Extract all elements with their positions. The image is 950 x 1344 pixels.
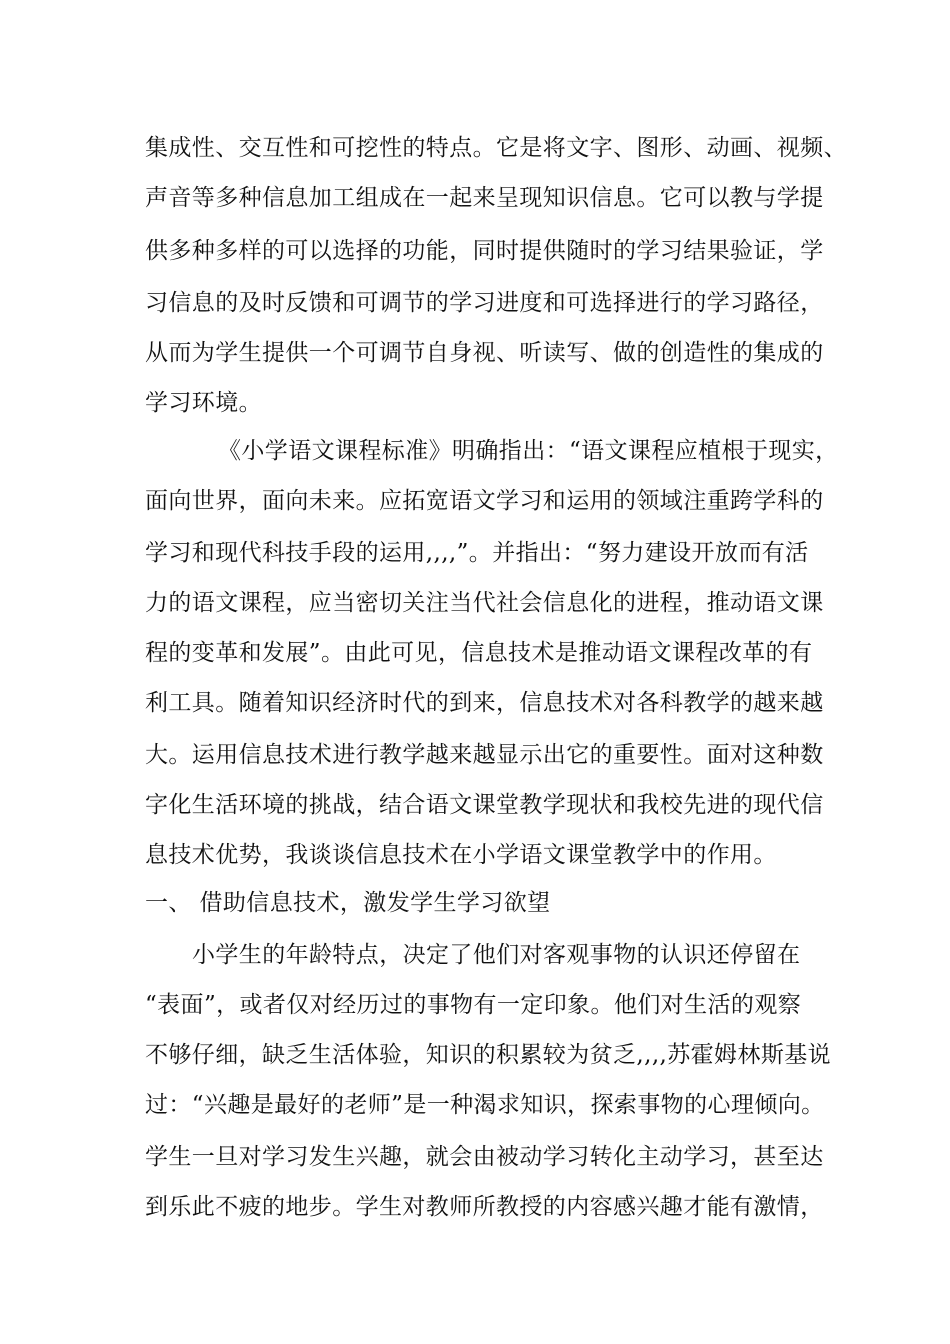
text-line: 声音等多种信息加工组成在一起来呈现知识信息。它可以教与学提 (145, 185, 824, 211)
text-line: 字化生活环境的挑战，结合语文课堂教学现状和我校先进的现代信 (145, 792, 824, 818)
text-line: 程的变革和发展”。由此可见，信息技术是推动语文课程改革的有 (145, 640, 813, 666)
text-line: 不够仔细，缺乏生活体验，知识的积累较为贫乏,,,,苏霍姆林斯基说 (145, 1042, 832, 1068)
text-line: 集成性、交互性和可挖性的特点。它是将文字、图形、动画、视频、 (145, 135, 847, 161)
text-line: 过：“兴趣是最好的老师”是一种渴求知识，探索事物的心理倾向。 (145, 1092, 825, 1118)
text-line: 习信息的及时反馈和可调节的学习进度和可选择进行的学习路径， (145, 290, 824, 316)
text-line: 从而为学生提供一个可调节自身视、听读写、做的创造性的集成的 (145, 340, 824, 366)
text-line: 力的语文课程，应当密切关注当代社会信息化的进程，推动语文课 (145, 590, 824, 616)
text-line: 面向世界，面向未来。应拓宽语文学习和运用的领域注重跨学科的 (145, 488, 824, 514)
text-line: 利工具。随着知识经济时代的到来，信息技术对各科教学的越来越 (145, 690, 824, 716)
section-heading: 一、 借助信息技术，激发学生学习欲望 (145, 890, 551, 916)
paragraph-first-line: 《小学语文课程标准》明确指出：“语文课程应植根于现实， (218, 438, 839, 464)
text-line: 学习和现代科技手段的运用,,,,”。并指出：“努力建设开放而有活 (145, 540, 809, 566)
text-line: 学习环境。 (145, 390, 262, 416)
text-line: 大。运用信息技术进行教学越来越显示出它的重要性。面对这种数 (145, 742, 824, 768)
text-line: 学生一旦对学习发生兴趣，就会由被动学习转化主动学习，甚至达 (145, 1144, 824, 1170)
text-line: 供多种多样的可以选择的功能，同时提供随时的学习结果验证，学 (145, 238, 824, 264)
paragraph-first-line: 小学生的年龄特点，决定了他们对客观事物的认识还停留在 (192, 942, 801, 968)
text-line: 息技术优势，我谈谈信息技术在小学语文课堂教学中的作用。 (145, 842, 777, 868)
text-line: 到乐此不疲的地步。学生对教师所教授的内容感兴趣才能有激情， (145, 1194, 824, 1220)
text-line: “表面”，或者仅对经历过的事物有一定印象。他们对生活的观察 (145, 992, 802, 1018)
